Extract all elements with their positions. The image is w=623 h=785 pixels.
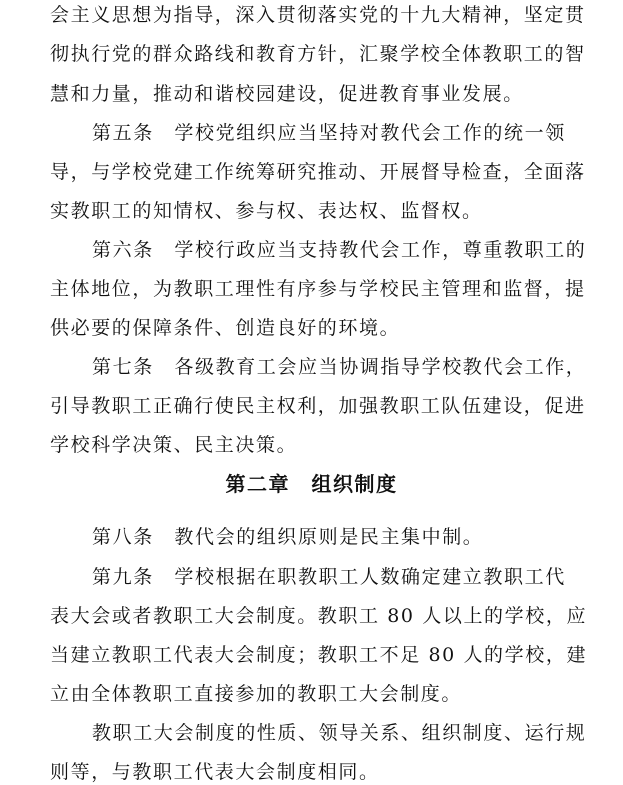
- text-line: 当建立教职工代表大会制度；教职工不足 80 人的学校，建: [50, 644, 588, 666]
- text-line: 导，与学校党建工作统筹研究推动、开展督导检查，全面落: [50, 161, 586, 183]
- chapter-heading: 第二章 组织制度: [225, 472, 398, 496]
- text-line: 则等，与教职工代表大会制度相同。: [50, 761, 380, 783]
- text-line: 彻执行党的群众路线和教育方针，汇聚学校全体教职工的智: [50, 43, 586, 65]
- text-line: 第五条 学校党组织应当坚持对教代会工作的统一领: [92, 122, 566, 144]
- text-line: 第六条 学校行政应当支持教代会工作，尊重教职工的: [92, 239, 587, 261]
- text-line: 第九条 学校根据在职教职工人数确定建立教职工代: [92, 566, 566, 588]
- text-line: 主体地位，为教职工理性有序参与学校民主管理和监督，提: [50, 278, 586, 300]
- text-line: 教职工大会制度的性质、领导关系、组织制度、运行规: [92, 722, 587, 744]
- text-line: 会主义思想为指导，深入贯彻落实党的十九大精神，坚定贯: [50, 4, 586, 26]
- text-line: 慧和力量，推动和谐校园建设，促进教育事业发展。: [50, 83, 524, 105]
- text-line: 学校科学决策、民主决策。: [50, 434, 298, 456]
- text-line: 表大会或者教职工大会制度。教职工 80 人以上的学校，应: [50, 605, 588, 627]
- text-line: 第八条 教代会的组织原则是民主集中制。: [92, 526, 484, 548]
- text-line: 立由全体教职工直接参加的教职工大会制度。: [50, 683, 463, 705]
- text-line: 引导教职工正确行使民主权利，加强教职工队伍建设，促进: [50, 395, 586, 417]
- text-line: 第七条 各级教育工会应当协调指导学校教代会工作，: [92, 356, 587, 378]
- text-line: 实教职工的知情权、参与权、表达权、监督权。: [50, 200, 483, 222]
- text-line: 供必要的保障条件、创造良好的环境。: [50, 317, 401, 339]
